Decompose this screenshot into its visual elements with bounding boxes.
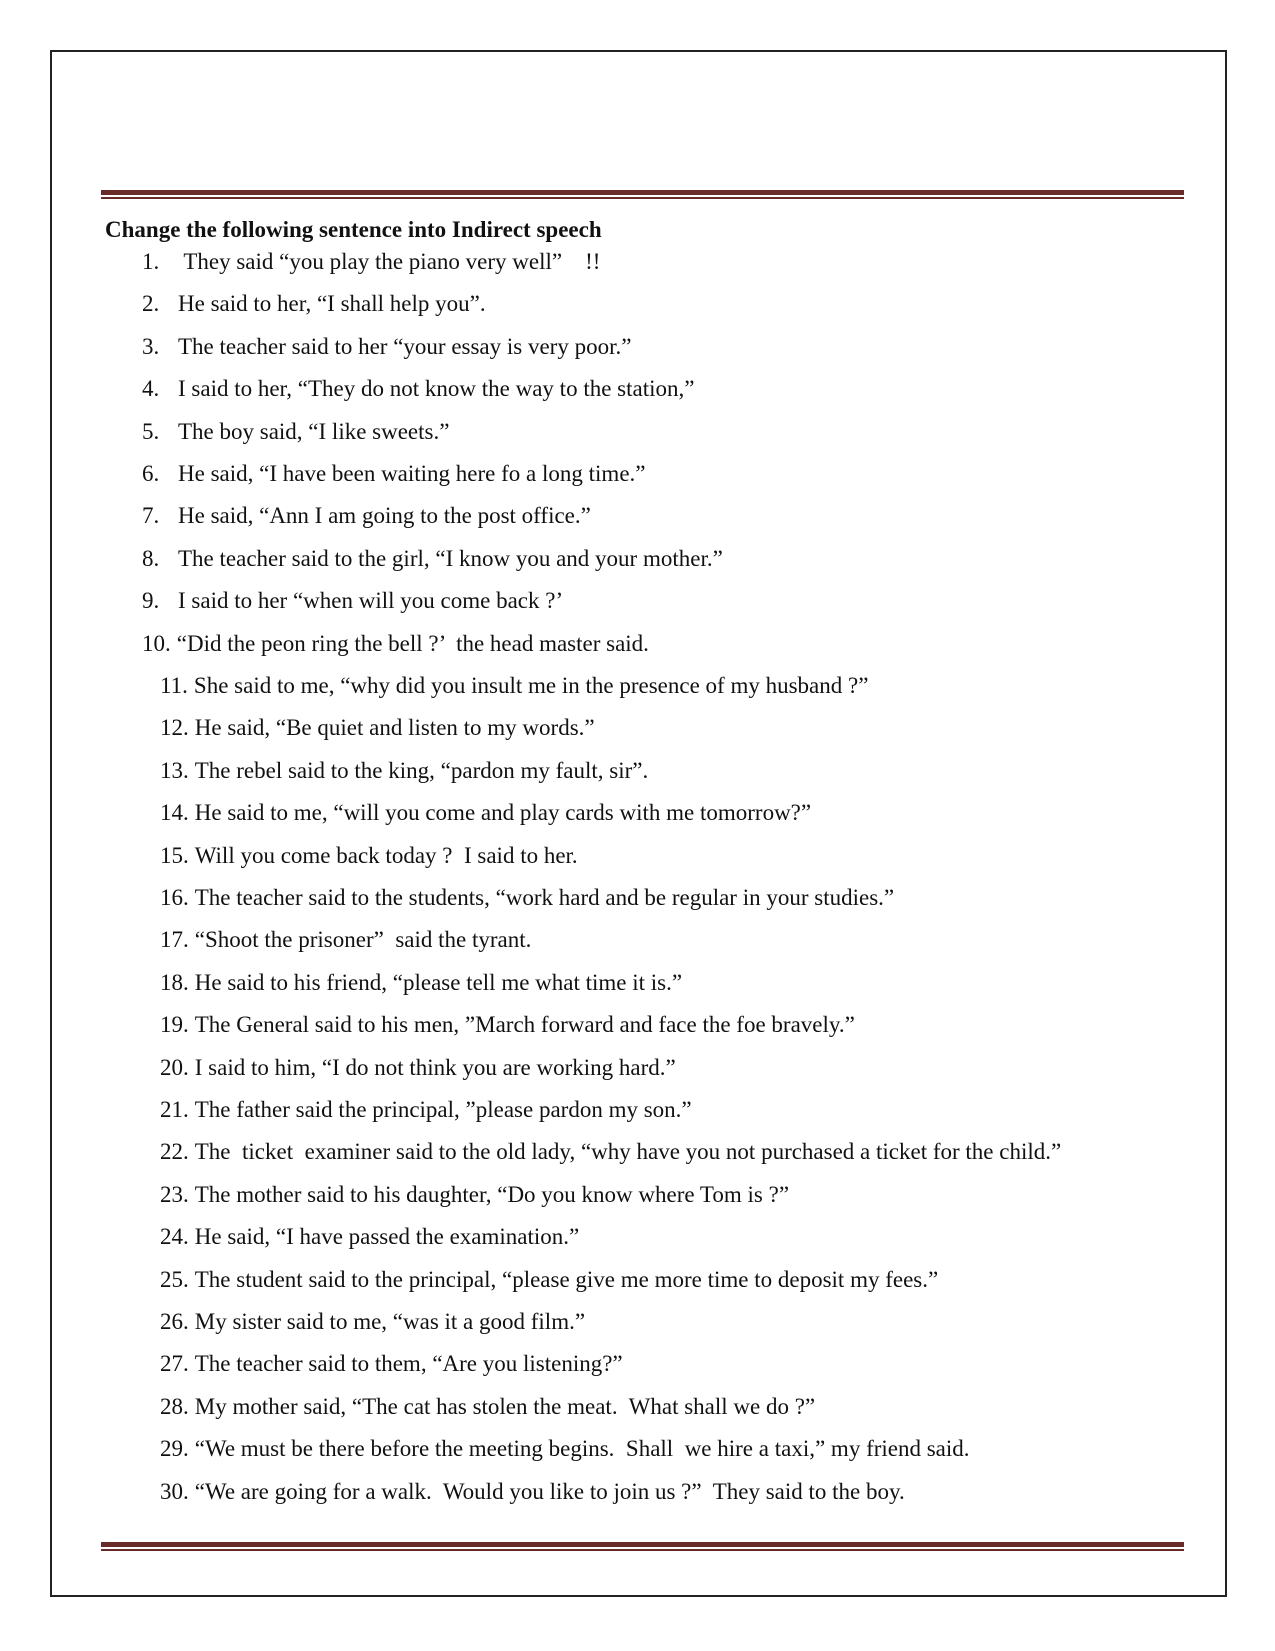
item-text: “We must be there before the meeting begins. Shall we hire a taxi,” my friend said. <box>194 1436 970 1462</box>
item-number: 28. <box>160 1393 189 1419</box>
item-text: My sister said to me, “was it a good film.” <box>194 1309 586 1334</box>
list-item <box>142 630 649 658</box>
list-item <box>160 1223 579 1251</box>
item-text: He said, “I have been waiting here fo a long time.” <box>178 461 646 486</box>
item-number: 30. <box>160 1478 189 1504</box>
list-item <box>160 799 811 827</box>
item-text: She said to me, “why did you insult me in the presence of my husband ?” <box>193 673 869 698</box>
item-text: I said to him, “I do not think you are working hard.” <box>194 1054 676 1080</box>
item-text: They said “you play the piano very well” !! <box>178 249 601 274</box>
item-text: He said, “Ann I am going to the post office.” <box>178 503 591 529</box>
item-number: 4. <box>142 376 160 402</box>
item-text: He said to me, “will you come and play cards with me tomorrow?” <box>194 800 812 826</box>
list-item <box>160 1308 585 1336</box>
list-item <box>142 333 631 361</box>
item-number: 29. <box>160 1436 189 1462</box>
item-text: He said to her, “I shall help you”. <box>178 291 486 317</box>
item-number: 18. <box>160 969 189 995</box>
list-item <box>142 460 645 488</box>
list-item <box>160 1350 623 1378</box>
list-item <box>160 1393 815 1421</box>
bottom-divider <box>101 1542 1184 1551</box>
list-item <box>142 418 449 446</box>
list-item <box>160 1138 1061 1166</box>
item-number: 6. <box>142 461 160 486</box>
list-item <box>160 714 595 742</box>
item-text: The teacher said to the girl, “I know you and your mother.” <box>178 545 723 571</box>
item-text: The General said to his men, ”March forward and face the foe bravely.” <box>194 1012 855 1038</box>
item-number: 8. <box>142 545 160 571</box>
item-number: 11. <box>160 673 188 698</box>
item-text: He said, “Be quiet and listen to my words.” <box>194 715 595 741</box>
list-item <box>160 926 531 954</box>
item-number: 5. <box>142 418 160 444</box>
item-text: I said to her “when will you come back ?’ <box>178 588 564 614</box>
item-number: 21. <box>160 1097 189 1122</box>
list-item <box>160 672 868 700</box>
item-number: 16. <box>160 885 189 910</box>
item-text: He said, “I have passed the examination.” <box>194 1224 580 1250</box>
item-text: “We are going for a walk. Would you like to join us ?” They said to the boy. <box>194 1478 905 1504</box>
item-text: The rebel said to the king, “pardon my fault, sir”. <box>194 757 649 783</box>
item-text: The boy said, “I like sweets.” <box>178 418 450 444</box>
list-item <box>160 969 682 997</box>
item-number: 12. <box>160 715 189 741</box>
item-text: He said to his friend, “please tell me what time it is.” <box>194 969 683 995</box>
item-number: 14. <box>160 800 189 826</box>
item-text: “Did the peon ring the bell ?’ the head master said. <box>176 630 649 656</box>
exercise-heading: Change the following sentence into Indirect speech <box>105 217 602 242</box>
item-text: The student said to the principal, “please give me more time to deposit my fees.” <box>194 1266 939 1292</box>
item-number: 13. <box>160 757 189 783</box>
item-number: 3. <box>142 333 160 359</box>
item-number: 19. <box>160 1012 189 1038</box>
item-text: The ticket examiner said to the old lady, “why have you not purchased a ticket for the child.” <box>194 1139 1062 1165</box>
item-text: The teacher said to them, “Are you listening?” <box>194 1351 623 1377</box>
item-text: The father said the principal, ”please pardon my son.” <box>194 1097 692 1122</box>
list-item <box>142 375 694 403</box>
list-item <box>160 757 648 785</box>
item-text: The mother said to his daughter, “Do you know where Tom is ?” <box>194 1181 790 1207</box>
item-text: My mother said, “The cat has stolen the meat. What shall we do ?” <box>194 1393 816 1419</box>
item-number: 26. <box>160 1309 189 1334</box>
item-number: 20. <box>160 1054 189 1080</box>
list-item <box>160 1266 938 1294</box>
item-number: 7. <box>142 503 160 529</box>
item-number: 17. <box>160 927 189 953</box>
item-number: 23. <box>160 1181 189 1207</box>
list-item <box>160 1478 905 1506</box>
list-item <box>160 1011 855 1039</box>
item-number: 10. <box>142 630 171 656</box>
item-number: 15. <box>160 842 189 868</box>
top-divider <box>101 190 1184 199</box>
list-item <box>160 1435 970 1463</box>
item-number: 24. <box>160 1224 189 1250</box>
item-number: 25. <box>160 1266 189 1292</box>
item-text: “Shoot the prisoner” said the tyrant. <box>194 927 532 953</box>
list-item <box>142 502 591 530</box>
item-number: 1. <box>142 249 160 274</box>
item-number: 2. <box>142 291 160 317</box>
list-item <box>160 842 578 870</box>
list-item <box>160 1096 692 1124</box>
item-number: 22. <box>160 1139 189 1165</box>
list-item <box>142 545 723 573</box>
list-item <box>142 290 486 318</box>
item-text: Will you come back today ? I said to her. <box>194 842 578 868</box>
item-text: The teacher said to the students, “work hard and be regular in your studies.” <box>194 885 895 910</box>
item-number: 9. <box>142 588 160 614</box>
item-text: The teacher said to her “your essay is very poor.” <box>178 333 632 359</box>
list-item <box>142 248 600 276</box>
item-number: 27. <box>160 1351 189 1377</box>
list-item <box>160 884 894 912</box>
list-item <box>160 1054 676 1082</box>
item-text: I said to her, “They do not know the way to the station,” <box>178 376 695 402</box>
list-item <box>142 587 563 615</box>
list-item <box>160 1181 789 1209</box>
